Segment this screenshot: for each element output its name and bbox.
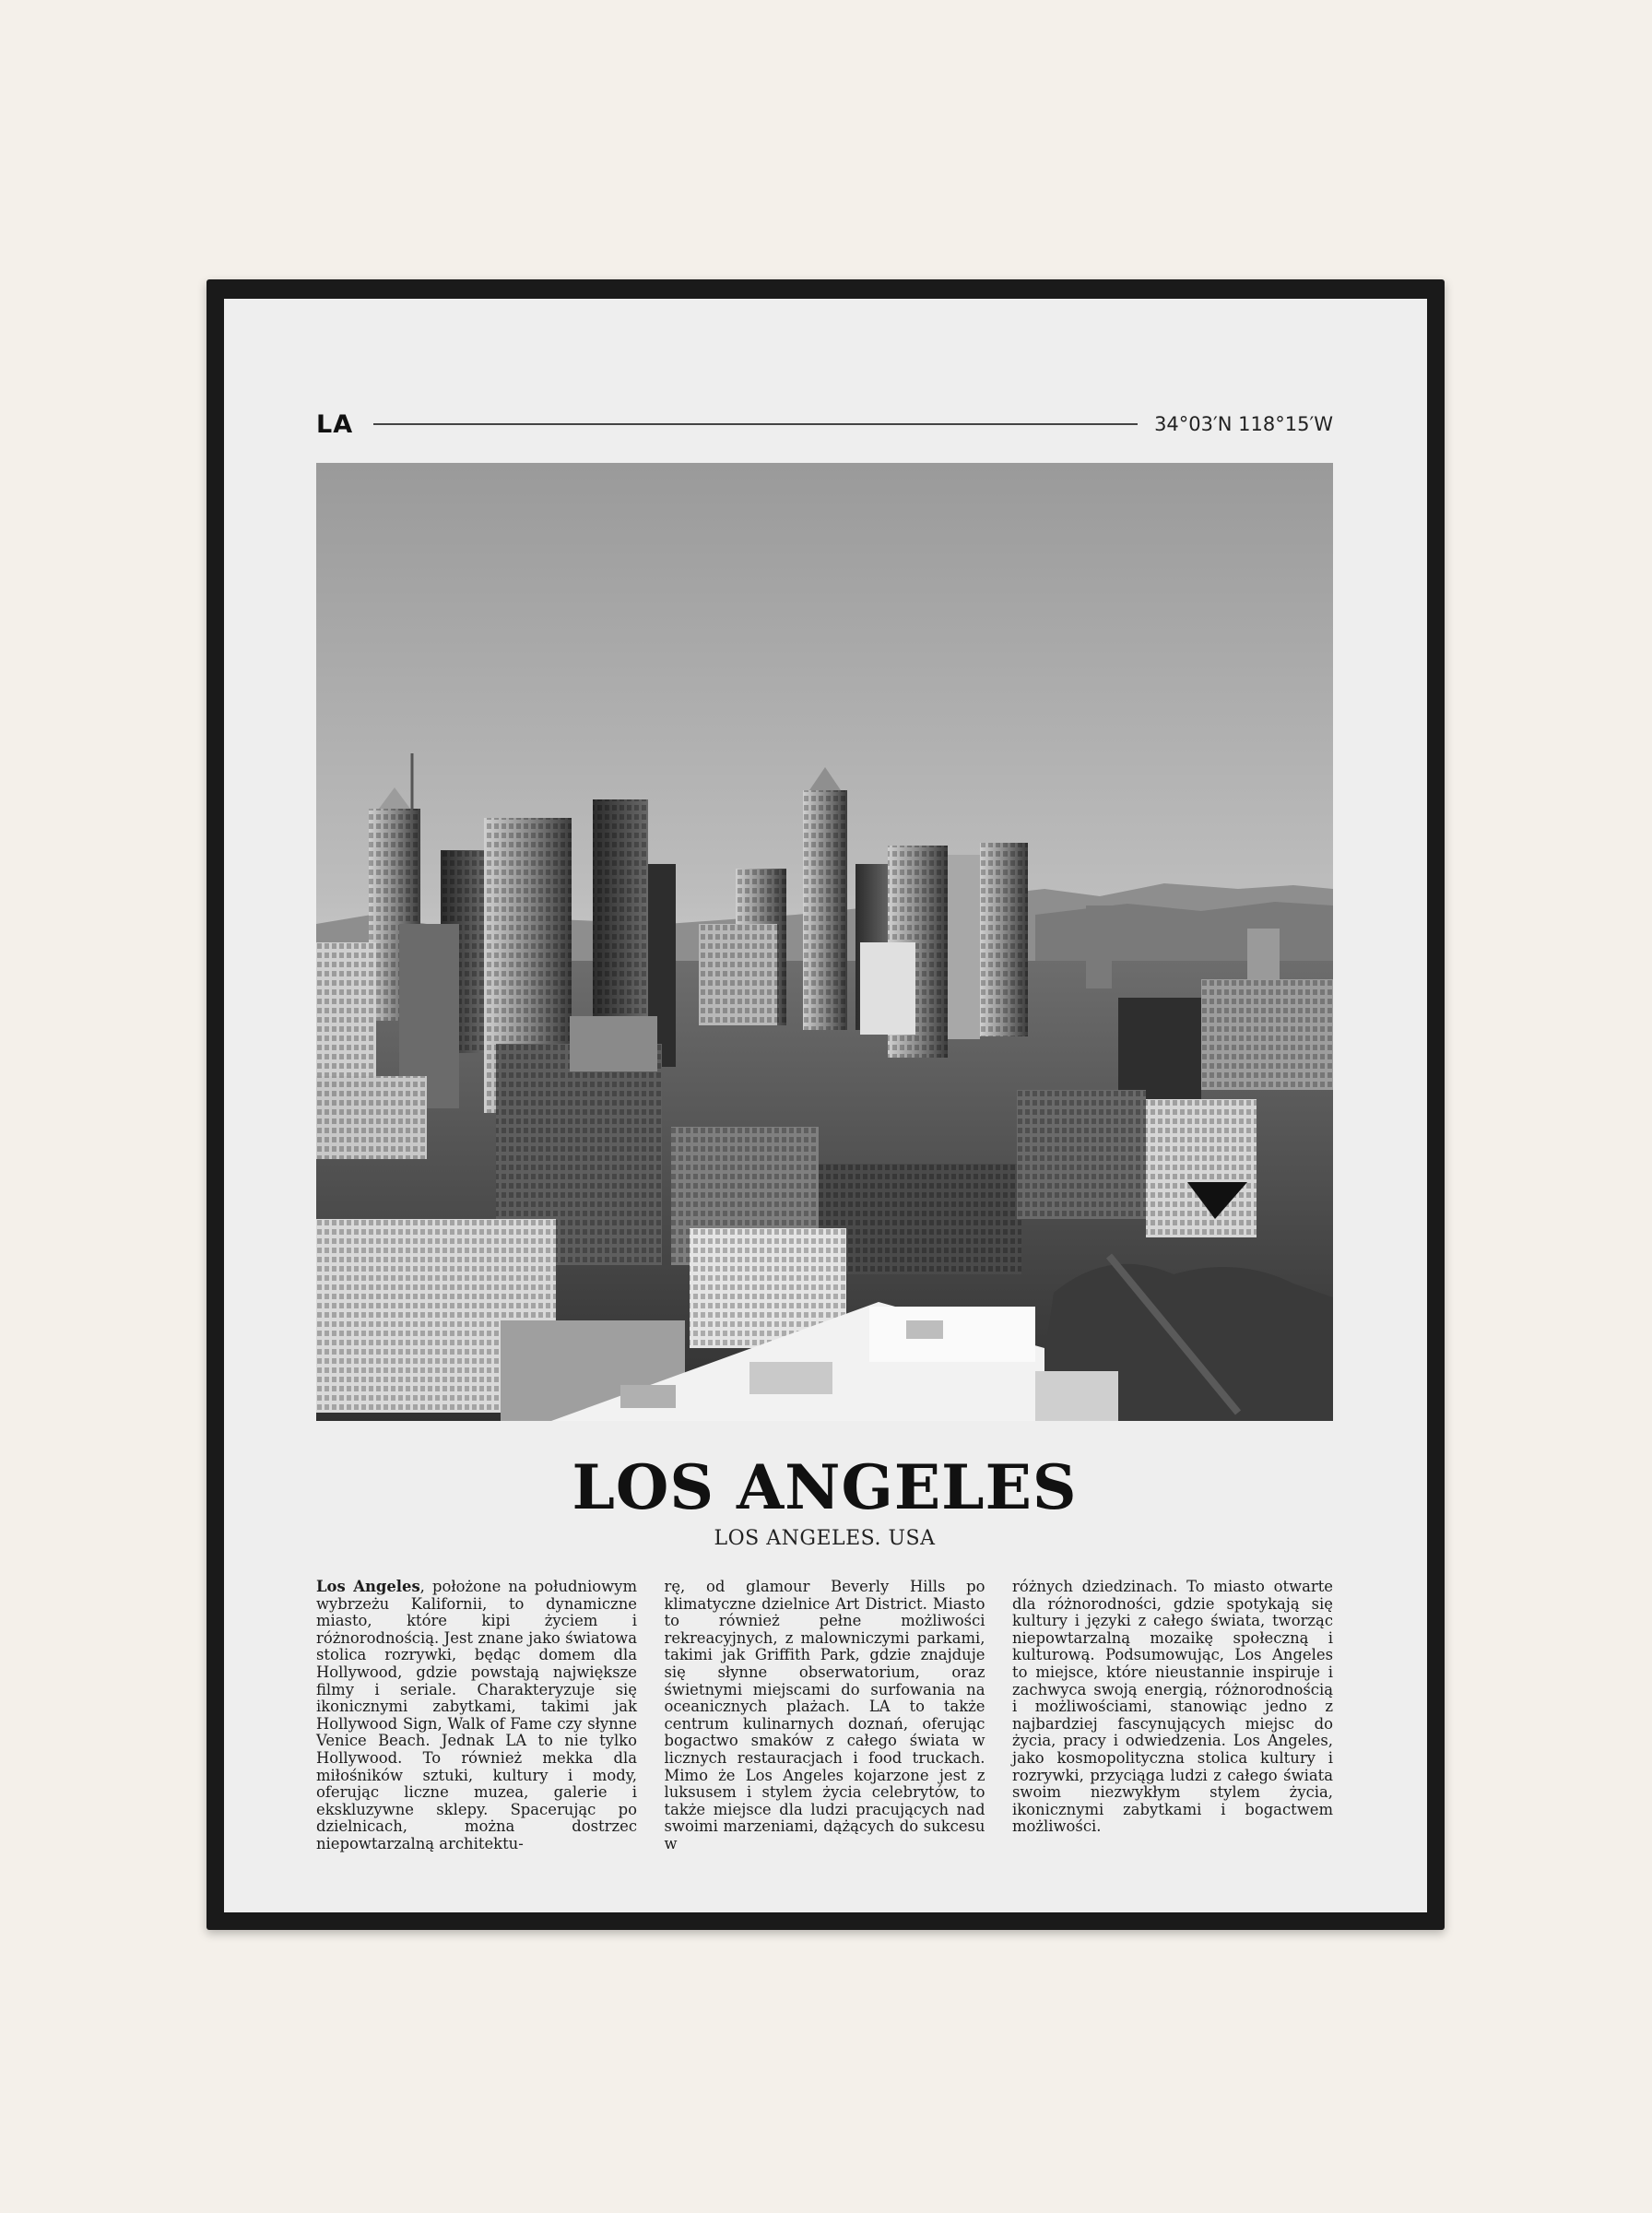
description-column-1 — [316, 1579, 637, 1853]
coordinates: 34°03′N 118°15′W — [1154, 413, 1333, 435]
header-rule — [373, 423, 1138, 425]
skyline-photo — [316, 463, 1333, 1421]
city-subtitle: LOS ANGELES. USA — [714, 1527, 936, 1550]
description-column-2: rę, od glamour Beverly Hills po klimatyczne dzielnice Art District. Miasto to również pełne możliwości rekreacyjnych, z malowniczymi parkami, takimi jak Griffith Park, gdzie znajduje się słynne obserwatorium, oraz świetnymi miejscami do surfowania na oceanicznych plażach. LA to także centrum kulinarnych doznań, oferując bogactwo smaków z całego świata w licznych restauracjach i food truckach. Mimo że Los Angeles kojarzone jest z luksusem i stylem życia celebrytów, to także miejsce dla ludzi pracujących nad swoimi marzeniami, dążących do sukcesu w — [664, 1578, 985, 1852]
description-column-3: różnych dziedzinach. To miasto otwarte dla różnorodności, gdzie spotykają się kultury i języki z całego świata, tworząc niepowtarzalną mozaikę społeczną i kulturową. Podsumowując, Los Angeles to miejsce, które nieustannie inspiruje i zachwyca swoją energią, różnorodnością i możliwościami, stanowiąc jedno z najbardziej fascynujących miejsc do życia, pracy i odwiedzenia. Los Angeles, jako kosmopolityczna stolica kultury i rozrywki, przyciąga ludzi z całego świata swoim niezwykłym stylem życia, ikonicznymi zabytkami i bogactwem możliwości. — [1012, 1578, 1333, 1836]
city-title: LOS ANGELES — [572, 1451, 1078, 1523]
description-columns — [316, 1579, 1333, 1853]
poster-header — [316, 408, 1333, 441]
poster-frame — [206, 279, 1445, 1930]
city-code: LA — [316, 409, 354, 439]
column-1-text: , położone na południowym wybrzeżu Kalifornii, to dynamiczne miasto, które kipi życiem i różnorodnością. Jest znane jako światowa stolica rozrywki, będąc domem dla Hollywood, gdzie powstają największe filmy i seriale. Charakteryzuje się ikonicznymi zabytkami, takimi jak Hollywood Sign, Walk of Fame czy słynne Venice Beach. Jednak LA to nie tylko Hollywood. To również mekka dla miłośników sztuki, kultury i mody, oferując liczne muzea, galerie i ekskluzywne sklepy. Spacerując po dzielnicach, można dostrzec niepowtarzalną architektu- — [316, 1578, 637, 1852]
intro-bold: Los Angeles — [316, 1578, 420, 1595]
poster-paper — [224, 299, 1427, 1912]
